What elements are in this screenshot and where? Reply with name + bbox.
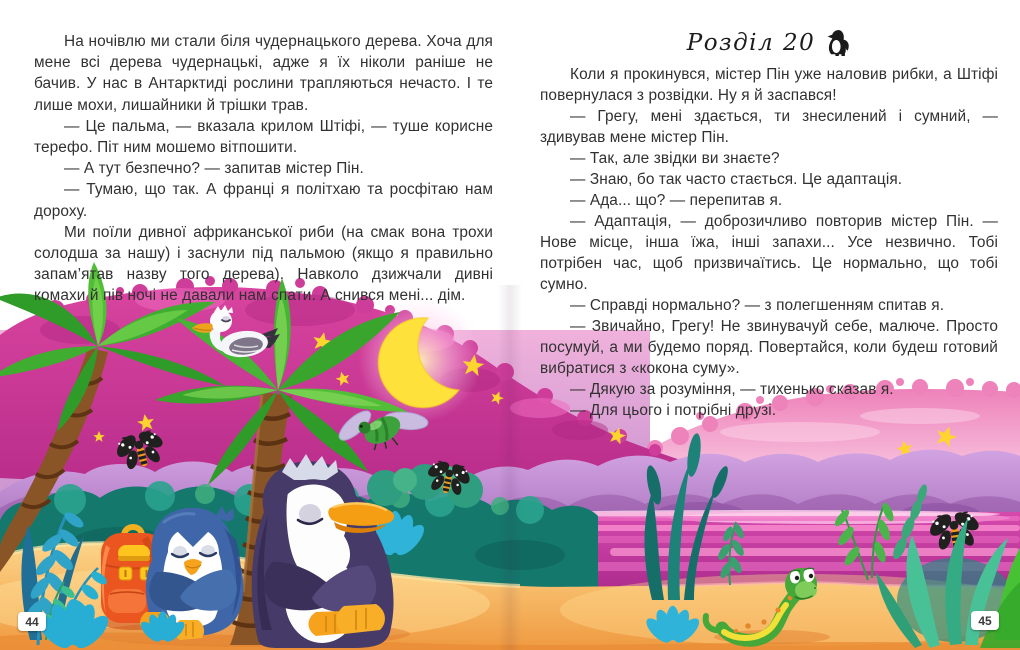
paragraph: — Адаптація, — доброзичливо повторив містер Пін. — Нове місце, інша їжа, інші запахи... Усе незвично. Тобі потрібен час, щоб призвичаїтись. Це нормально, що тобі сумно.: [540, 213, 998, 293]
page-number-left: 44: [18, 612, 46, 631]
paragraph: — Це пальма, — вказала крилом Штіфі, — туше корисне терефо. Піт ним мошемо вітпошити.: [34, 117, 493, 157]
paragraph: Коли я прокинувся, містер Пін уже наловив рибки, а Штіфі повернулася з розвідки. Ну я й заспався!: [540, 66, 998, 104]
paragraph: — Так, але звідки ви знаєте?: [570, 150, 780, 167]
paragraph: — Знаю, бо так часто стається. Це адаптація.: [570, 171, 903, 188]
paragraph: На ночівлю ми стали біля чудернацького дерева. Хоча для мене всі дерева чудернацькі, адже я їх ніколи раніше не бачив. У нас в Антарктиді рослини трапляються нечасто. І те лише мохи, лишайники й трішки трав.: [34, 33, 493, 114]
paragraph: — Справді нормально? — з полегшенням спитав я.: [570, 297, 945, 314]
paragraph: — Тумаю, що так. А франці я політхаю та росфітаю нам дороху.: [34, 181, 493, 220]
paragraph: — Для цього і потрібні друзі.: [570, 402, 777, 419]
paragraph: — Звичайно, Грегу! Не звинувачуй себе, малюче. Просто посумуй, а ми будемо поряд. Повертайся, коли будеш готовий вибратися з «кокона суму».: [540, 318, 998, 377]
page-number-right: 45: [971, 611, 999, 630]
penguin-icon: [825, 28, 851, 58]
right-page-text: [540, 64, 998, 421]
paragraph: — Грегу, мені здається, ти знесилений і сумний, — здивував мене містер Пін.: [540, 108, 998, 146]
left-page-text: [34, 31, 493, 307]
page-gutter: [498, 285, 522, 650]
paragraph: — Ада... що? — перепитав я.: [570, 192, 783, 209]
chapter-heading-label: Розділ 20: [686, 30, 816, 56]
paragraph: — А тут безпечно? — запитав містер Пін.: [64, 160, 364, 178]
paragraph: Ми поїли дивної африканської риби (на смак вона трохи солодша за нашу) і заснули під пальмою (якщо я правильно запам’ятав назву того дерева). Навколо дзижчали дивні комахи й пів ночі не давали нам спати. А снився мені... дім.: [34, 223, 493, 305]
paragraph: — Дякую за розуміння, — тихенько сказав я.: [570, 381, 894, 398]
chapter-heading: [540, 24, 998, 62]
